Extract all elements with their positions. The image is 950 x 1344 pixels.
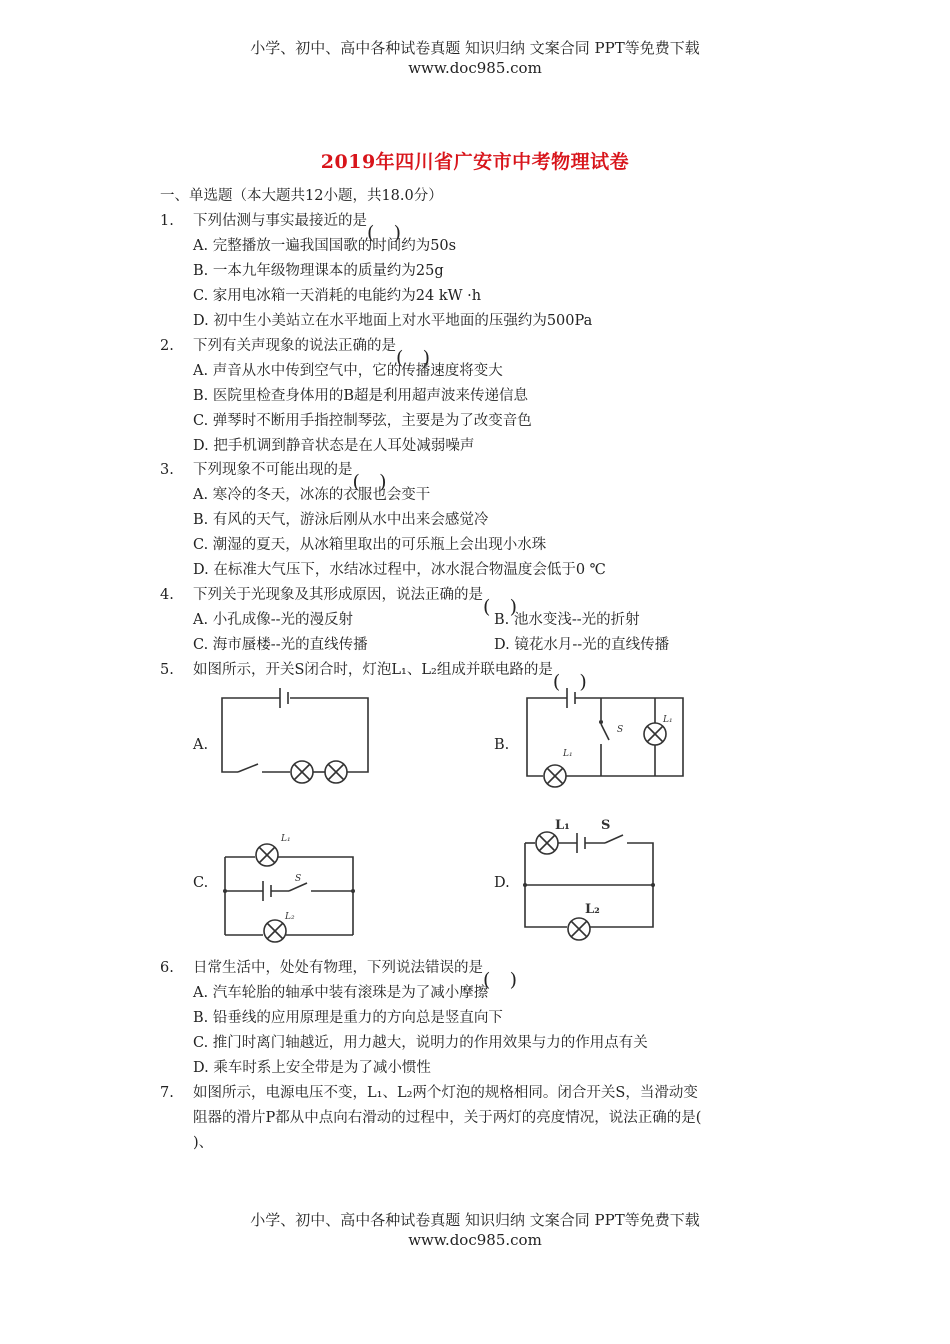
question-text: 日常生活中，处处有物理，下列说法错误的是 <box>193 960 483 976</box>
label-s-c: S <box>295 874 302 884</box>
label-l1-c: L₁ <box>281 834 291 844</box>
option[interactable]: C. 海市蜃楼--光的直线传播 <box>193 637 368 653</box>
footer-line-1: 小学、初中、高中各种试卷真题 知识归纳 文案合同 PPT等免费下载 <box>250 1211 700 1229</box>
label-l1-b: L₁ <box>563 749 573 759</box>
option[interactable]: B. 医院里检查身体用的B超是利用超声波来传递信息 <box>193 388 529 404</box>
question-number: 2. <box>160 338 174 354</box>
option[interactable]: D. 乘车时系上安全带是为了减小惯性 <box>193 1060 431 1076</box>
header-url: www.doc985.com <box>408 59 542 77</box>
label-s-d: S <box>601 818 611 833</box>
option[interactable]: C. 推门时离门轴越近，用力越大，说明力的作用效果与力的作用点有关 <box>193 1035 648 1051</box>
header-line-1: 小学、初中、高中各种试卷真题 知识归纳 文案合同 PPT等免费下载 <box>250 39 700 57</box>
label-s: S <box>617 725 624 735</box>
option[interactable]: D. 在标准大气压下，水结冰过程中，冰水混合物温度会低于0 ℃ <box>193 562 606 578</box>
option[interactable]: A. 声音从水中传到空气中，它的传播速度将变大 <box>193 363 503 379</box>
question-text-cont: )、 <box>193 1135 214 1151</box>
label-l2-c: L₂ <box>285 912 295 922</box>
option[interactable]: C. <box>193 875 209 891</box>
option[interactable]: A. <box>193 737 209 753</box>
question-text: 如图所示，开关S闭合时，灯泡L₁、L₂组成并联电路的是 <box>193 662 553 678</box>
question-number: 4. <box>160 587 174 603</box>
option[interactable]: B. 一本九年级物理课本的质量约为25g <box>193 263 444 279</box>
option[interactable]: B. <box>494 737 510 753</box>
circuit-diagram-b <box>515 680 690 790</box>
exam-title: 2019年四川省广安市中考物理试卷 <box>320 151 630 173</box>
option[interactable]: D. 把手机调到静音状态是在人耳处减弱噪声 <box>193 438 475 454</box>
circuit-diagram-d <box>515 815 665 945</box>
label-l2-d: L₂ <box>585 902 600 917</box>
question-text: 下列关于光现象及其形成原因，说法正确的是 <box>193 587 483 603</box>
option[interactable]: B. 池水变浅--光的折射 <box>494 612 640 628</box>
question-text: 下列现象不可能出现的是 <box>193 462 353 478</box>
option[interactable]: B. 铅垂线的应用原理是重力的方向总是竖直向下 <box>193 1010 503 1026</box>
circuit-diagram-a <box>210 680 380 790</box>
section-heading: 一、单选题（本大题共12小题，共18.0分） <box>160 188 443 204</box>
question-number: 7. <box>160 1085 174 1101</box>
question-text: 下列估测与事实最接近的是 <box>193 213 367 229</box>
option[interactable]: B. 有风的天气，游泳后刚从水中出来会感觉冷 <box>193 512 489 528</box>
label-l1: L₁ <box>663 715 673 725</box>
option[interactable]: D. 镜花水月--光的直线传播 <box>494 637 670 653</box>
option[interactable]: C. 弹琴时不断用手指控制琴弦，主要是为了改变音色 <box>193 413 532 429</box>
question-number: 1. <box>160 213 174 229</box>
option[interactable]: C. 潮湿的夏天，从冰箱里取出的可乐瓶上会出现小水珠 <box>193 537 547 553</box>
page-header <box>0 38 950 78</box>
option[interactable]: D. 初中生小美站立在水平地面上对水平地面的压强约为500Pa <box>193 313 593 329</box>
option[interactable]: A. 小孔成像--光的漫反射 <box>193 612 353 628</box>
option[interactable]: A. 汽车轮胎的轴承中装有滚珠是为了减小摩擦 <box>193 985 489 1001</box>
question-number: 5. <box>160 662 174 678</box>
footer-url: www.doc985.com <box>408 1231 542 1249</box>
option[interactable]: C. 家用电冰箱一天消耗的电能约为24 kW ·h <box>193 288 482 304</box>
question-text: 如图所示，电源电压不变，L₁、L₂两个灯泡的规格相同。闭合开关S，当滑动变 <box>193 1085 698 1101</box>
option[interactable]: A. 寒冷的冬天，冰冻的衣服也会变干 <box>193 487 431 503</box>
option[interactable]: A. 完整播放一遍我国国歌的时间约为50s <box>193 238 457 254</box>
label-l1-d: L₁ <box>555 818 570 833</box>
question-number: 6. <box>160 960 174 976</box>
circuit-diagram-c <box>215 825 365 945</box>
page-footer <box>0 1210 950 1250</box>
option[interactable]: D. <box>494 875 510 891</box>
question-number: 3. <box>160 462 174 478</box>
question-text-cont: 阻器的滑片P都从中点向右滑动的过程中，关于两灯的亮度情况，说法正确的是( <box>193 1110 702 1126</box>
question-text: 下列有关声现象的说法正确的是 <box>193 338 396 354</box>
